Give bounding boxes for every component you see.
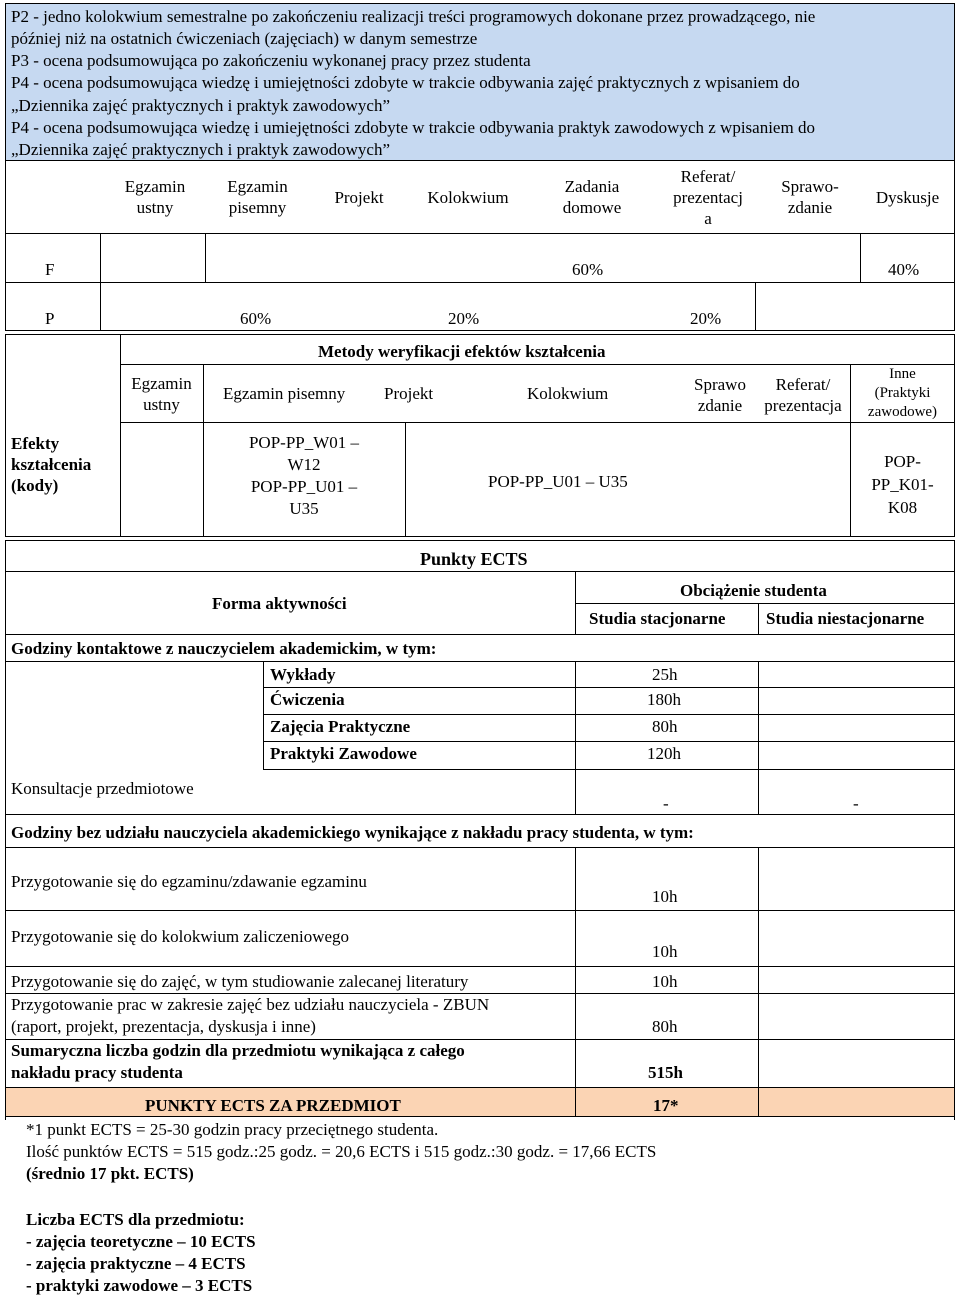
weights-row-f-kolokwium: 60% [572,260,604,279]
legend-line: P4 - ocena podsumowująca wiedzę i umiejętności zdobyte w trakcie odbywania zajęć praktycznych z wpisaniem do [11,73,800,92]
ects-bez-value: 80h [652,1017,678,1036]
ects-kontakt-header: Godziny kontaktowe z nauczycielem akademickim, w tym: [11,639,437,658]
legend-line: „Dziennika zajęć praktycznych i praktyk zawodowych” [11,140,391,159]
legend-line: P3 - ocena podsumowująca po zakończeniu wykonanej pracy przez studenta [11,51,531,70]
legend-line: P2 - jedno kolokwium semestralne po zakończeniu realizacji treści programowych dokonane przez prowadzącego, nie [11,7,816,26]
weights-header-zadania: Zadania domowe [562,177,622,217]
ects-kontakt-value: 80h [652,717,678,736]
ects-sum-label: nakładu pracy studenta [11,1063,183,1082]
ects-konsultacje-label: Konsultacje przedmiotowe [11,779,194,798]
ects-kontakt-value: 120h [647,744,681,763]
ects-kontakt-label: Ćwiczenia [270,690,345,709]
methods-header-egzamin-ustny: Egzamin ustny [131,374,192,414]
ects-title: Punkty ECTS [420,549,528,569]
ects-bez-header: Godziny bez udziału nauczyciela akademickiego wynikające z nakładu pracy studenta, w tym: [11,823,694,842]
ects-punkty-label: PUNKTY ECTS ZA PRZEDMIOT [145,1096,401,1115]
weights-row-p-egzamin-pisemny: 60% [240,309,272,328]
notes-liczba-title: Liczba ECTS dla przedmiotu: [26,1210,245,1229]
weights-row-p-label: P [45,309,55,328]
methods-title: Metody weryfikacji efektów kształcenia [318,342,606,361]
legend-line: P4 - ocena podsumowująca wiedzę i umiejętności zdobyte w trakcie odbywania praktyk zawodowych z wpisaniem do [11,118,815,137]
ects-sum-value: 515h [648,1063,683,1082]
notes-liczba-item: - praktyki zawodowe – 3 ECTS [26,1276,253,1295]
methods-row-label: Efekty kształcenia (kody) [11,433,92,495]
legend-line: „Dziennika zajęć praktycznych i praktyk zawodowych” [11,96,391,115]
ects-konsultacje-niestacj: - [853,794,859,813]
methods-header-projekt: Projekt [384,384,434,403]
notes-line: (średnio 17 pkt. ECTS) [26,1164,194,1183]
ects-sum-label: Sumaryczna liczba godzin dla przedmiotu wynikająca z całego [11,1041,465,1060]
weights-header-projekt: Projekt [334,187,384,207]
ects-kontakt-value: 25h [652,665,678,684]
weights-row-f-dyskusje: 40% [888,260,920,279]
notes-liczba-item: - zajęcia teoretyczne – 10 ECTS [26,1232,256,1251]
ects-bez-label: (raport, projekt, prezentacja, dyskusja i inne) [11,1017,316,1036]
ects-kontakt-label: Wykłady [270,665,336,684]
ects-punkty-value: 17* [653,1096,679,1115]
ects-bez-value: 10h [652,942,678,961]
methods-header-sprawozdanie: Sprawo zdanie [694,375,746,415]
ects-bez-value: 10h [652,972,678,991]
legend-line: później niż na ostatnich ćwiczeniach (zajęciach) w danym semestrze [11,29,478,48]
weights-header-egzamin-ustny: Egzamin ustny [124,177,186,217]
methods-header-egzamin-pisemny: Egzamin pisemny [223,384,346,403]
methods-codes-kolokwium: POP-PP_U01 – U35 [488,472,628,491]
weights-header-referat: Referat/ prezentacj a [673,166,743,228]
ects-niestacjonarne-header: Studia niestacjonarne [766,609,925,628]
weights-header-egzamin-pisemny: Egzamin pisemny [227,177,288,217]
methods-codes-inne: POP- PP_K01- K08 [871,451,934,517]
weights-row-p-kolokwium: 20% [690,309,722,328]
ects-bez-label: Przygotowanie prac w zakresie zajęć bez udziału nauczyciela - ZBUN [11,995,490,1014]
methods-header-referat: Referat/ prezentacja [764,375,842,415]
ects-stacjonarne-header: Studia stacjonarne [589,609,726,628]
ects-forma-header: Forma aktywności [212,594,347,613]
weights-header-dyskusje: Dyskusje [875,187,940,207]
notes-liczba-item: - zajęcia praktyczne – 4 ECTS [26,1254,246,1273]
ects-bez-label: Przygotowanie się do kolokwium zaliczeniowego [11,927,350,946]
notes-line: Ilość punktów ECTS = 515 godz.:25 godz. = 20,6 ECTS i 515 godz.:30 godz. = 17,66 ECTS [26,1142,657,1161]
ects-kontakt-label: Praktyki Zawodowe [270,744,417,763]
methods-codes-egzamin-pisemny: POP-PP_W01 – W12 POP-PP_U01 – U35 [248,433,360,518]
notes-line: *1 punkt ECTS = 25-30 godzin pracy przeciętnego studenta. [26,1120,439,1139]
weights-header-sprawozdanie: Sprawo- zdanie [781,177,839,217]
methods-header-inne: Inne (Praktyki zawodowe) [867,365,938,420]
weights-row-f-label: F [45,260,55,279]
ects-kontakt-label: Zajęcia Praktyczne [270,717,411,736]
methods-header-kolokwium: Kolokwium [527,384,609,403]
ects-bez-value: 10h [652,887,678,906]
ects-bez-label: Przygotowanie się do egzaminu/zdawanie egzaminu [11,872,367,891]
ects-bez-label: Przygotowanie się do zajęć, w tym studiowanie zalecanej literatury [11,972,469,991]
weights-header-kolokwium: Kolokwium [427,187,509,207]
ects-obciazenie-header: Obciążenie studenta [680,581,827,600]
ects-kontakt-value: 180h [647,690,681,709]
weights-row-p-projekt: 20% [448,309,480,328]
ects-konsultacje-stacj: - [663,794,669,813]
